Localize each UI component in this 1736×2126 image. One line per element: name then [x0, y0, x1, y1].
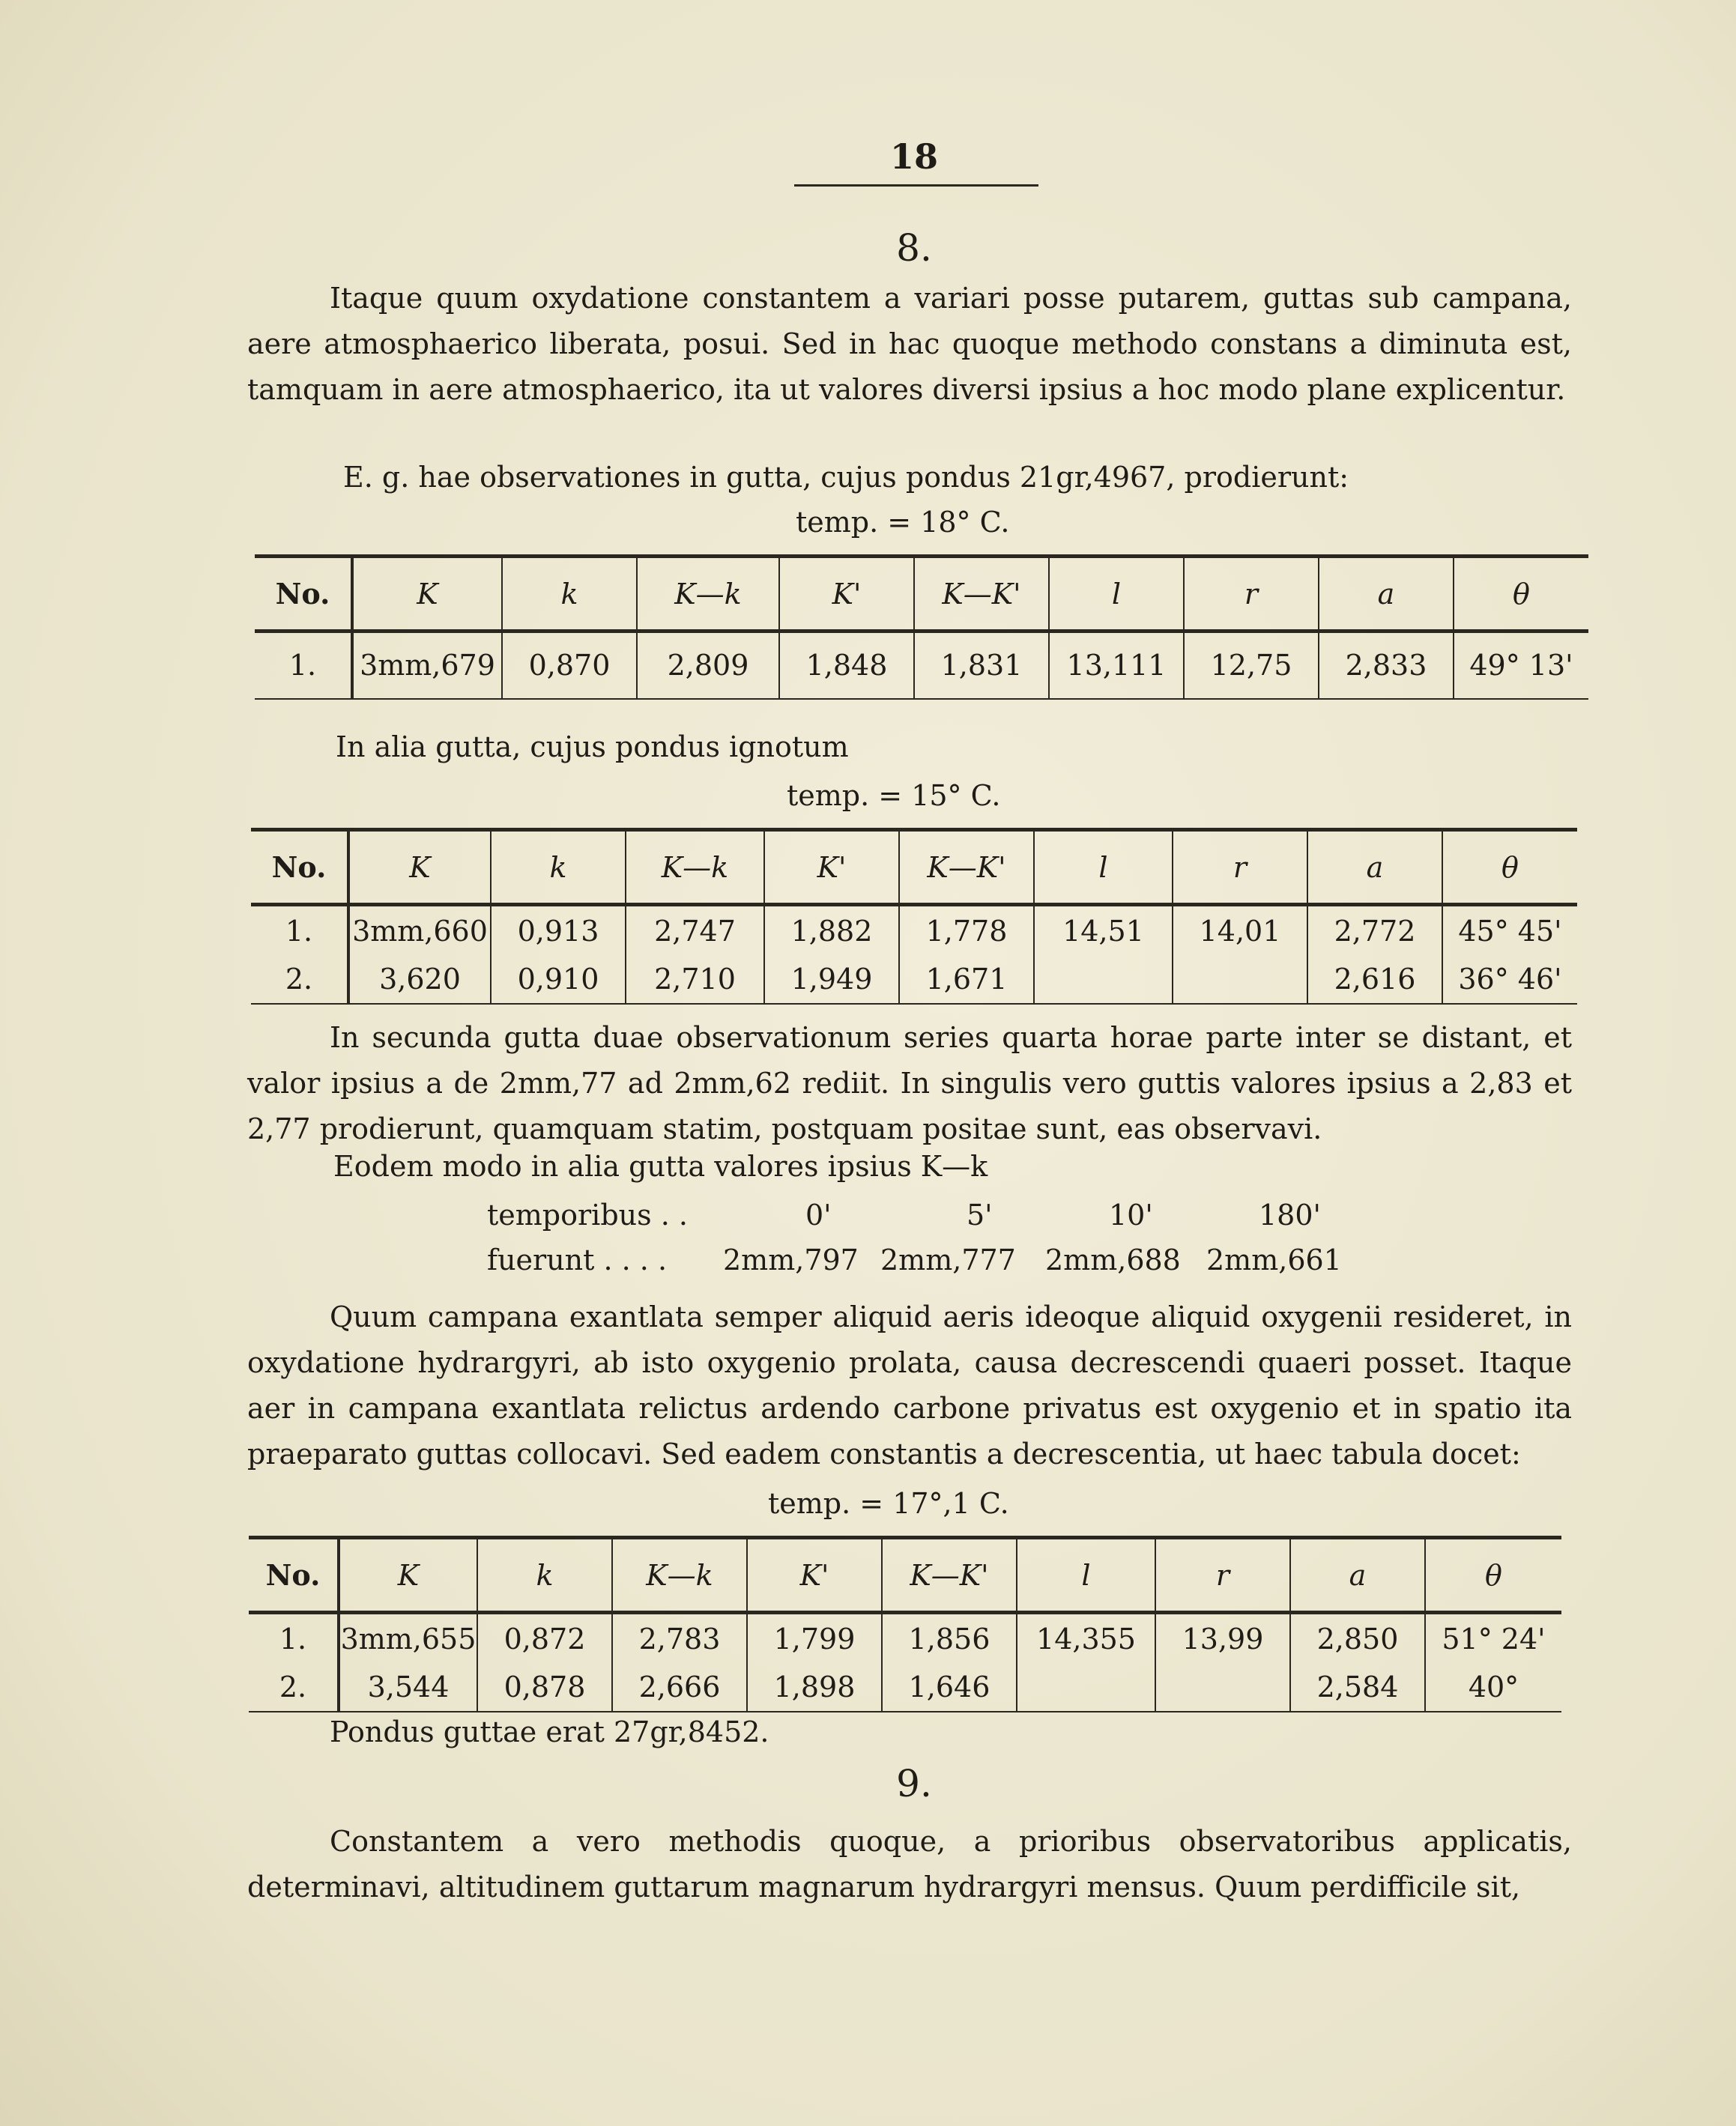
- col-K: K: [348, 830, 491, 905]
- paragraph-constantem: [247, 1819, 1572, 1910]
- observation-table-3: [249, 1536, 1561, 1712]
- table-cell: 2,747: [626, 905, 764, 956]
- col-r: r: [1184, 557, 1319, 632]
- col-no: No.: [255, 557, 352, 632]
- table-cell: 49° 13': [1454, 632, 1588, 699]
- col-K-minus-K-prime: K—K': [899, 830, 1034, 905]
- table-1-header: [255, 557, 1588, 632]
- col-K-prime: K': [779, 557, 914, 632]
- col-a: a: [1319, 557, 1454, 632]
- table-cell: 1,778: [899, 905, 1034, 956]
- table-cell: [1034, 956, 1173, 1004]
- col-no: No.: [249, 1538, 339, 1613]
- table-cell: 2,772: [1307, 905, 1442, 956]
- table-row: [251, 956, 1577, 1004]
- paragraph-campana: [247, 1294, 1572, 1477]
- table-cell: 1.: [279, 1622, 307, 1656]
- table-cell: 13,99: [1155, 1613, 1290, 1664]
- table-cell: 1,898: [747, 1664, 882, 1712]
- table-cell: 2,666: [612, 1664, 747, 1712]
- col-r: r: [1173, 830, 1307, 905]
- table-cell: [1155, 1664, 1290, 1712]
- table-cell: 1.: [255, 632, 352, 699]
- table-cell: 2,616: [1307, 956, 1442, 1004]
- table-cell: 45° 45': [1442, 905, 1577, 956]
- temporibus-value: 10': [1109, 1199, 1153, 1232]
- table-cell: 0,870: [502, 632, 637, 699]
- table-cell: [1173, 956, 1307, 1004]
- table-cell: 2.: [251, 956, 348, 1004]
- table-cell: 13,111: [1049, 632, 1184, 699]
- section-heading-8: 8.: [896, 226, 932, 270]
- col-theta: θ: [1442, 830, 1577, 905]
- observation-table-1: [255, 554, 1588, 700]
- table-cell: 1,882: [764, 905, 899, 956]
- table-cell: 2,584: [1290, 1664, 1425, 1712]
- table-cell: 12,75: [1184, 632, 1319, 699]
- col-K: K: [339, 1538, 477, 1613]
- table-cell: 3mm,679: [352, 632, 502, 699]
- fuerunt-value: 2mm,777: [880, 1244, 1016, 1276]
- table-cell: 3mm,655: [339, 1613, 477, 1664]
- table-cell: 2.: [249, 1664, 339, 1712]
- alia-gutta-line: In alia gutta, cujus pondus ignotum: [336, 730, 849, 763]
- col-theta: θ: [1454, 557, 1588, 632]
- paragraph-oxydatione: [247, 276, 1572, 413]
- col-theta: θ: [1425, 1538, 1561, 1613]
- col-K-minus-k: K—k: [612, 1538, 747, 1613]
- paragraph-constantem-text: Constantem a vero methodis quoque, a prioribus observatoribus applicatis, determinavi, altitudinem guttarum magnarum hydrargyri mensus. Quum perdifficile sit,: [247, 1825, 1572, 1904]
- page-number-rule: [794, 184, 1038, 187]
- table-cell: 3mm,660: [348, 905, 491, 956]
- temperature-3: temp. = 17°,1 C.: [768, 1487, 1009, 1520]
- temporibus-value: 5': [967, 1199, 993, 1232]
- table-row: [251, 905, 1577, 956]
- table-cell: 0,872: [477, 1613, 612, 1664]
- table-cell: 14,51: [1034, 905, 1173, 956]
- col-K: K: [352, 557, 502, 632]
- col-k: k: [502, 557, 637, 632]
- table-cell: 3,544: [339, 1664, 477, 1712]
- paragraph-oxydatione-text: Itaque quum oxydatione constantem a variari posse putarem, guttas sub campana, aere atmosphaerico liberata, posui. Sed in hac quoque methodo constans a diminuta est, tamquam in aere atmosphaerico, ita ut valores diversi ipsius a hoc modo plane explicentur.: [247, 282, 1572, 406]
- table-cell: 0,910: [491, 956, 626, 1004]
- table-cell: 2,833: [1319, 632, 1454, 699]
- table-cell: 14,355: [1017, 1613, 1155, 1664]
- paragraph-secunda: [247, 1015, 1572, 1152]
- col-K-minus-k: K—k: [637, 557, 779, 632]
- table-cell: 36° 46': [1442, 956, 1577, 1004]
- table-row: [255, 632, 1588, 699]
- table-cell: 3,620: [348, 956, 491, 1004]
- col-K-minus-K-prime: K—K': [914, 557, 1049, 632]
- temperature-2: temp. = 15° C.: [787, 779, 1001, 812]
- temporibus-value: 180': [1259, 1199, 1321, 1232]
- table-cell: 40°: [1425, 1664, 1561, 1712]
- table-row: [249, 1664, 1561, 1712]
- col-l: l: [1034, 830, 1173, 905]
- table-cell: 2,783: [612, 1613, 747, 1664]
- fuerunt-value: 2mm,688: [1045, 1244, 1181, 1276]
- table-cell: 51° 24': [1425, 1613, 1561, 1664]
- col-K-minus-K-prime: K—K': [882, 1538, 1017, 1613]
- observation-table-2: [251, 828, 1577, 1005]
- table-cell: 1,856: [882, 1613, 1017, 1664]
- fuerunt-label: fuerunt . . . .: [487, 1244, 668, 1276]
- col-l: l: [1017, 1538, 1155, 1613]
- col-K-prime: K': [764, 830, 899, 905]
- table-row: [249, 1613, 1561, 1664]
- table-cell: 2,710: [626, 956, 764, 1004]
- fuerunt-value: 2mm,797: [723, 1244, 859, 1276]
- table-cell: 14,01: [1173, 905, 1307, 956]
- col-k: k: [491, 830, 626, 905]
- section-heading-9: 9.: [896, 1762, 932, 1805]
- temperature-1: temp. = 18° C.: [796, 506, 1010, 539]
- pondus-line: Pondus guttae erat 27gr,8452.: [330, 1715, 769, 1748]
- table-cell: 1,799: [747, 1613, 882, 1664]
- page-number: 18: [889, 136, 938, 177]
- table-cell: 1,848: [779, 632, 914, 699]
- table-cell: 2,850: [1290, 1613, 1425, 1664]
- table-cell: [1017, 1664, 1155, 1712]
- col-k: k: [477, 1538, 612, 1613]
- table-cell: 0,913: [491, 905, 626, 956]
- table-cell: 1,671: [899, 956, 1034, 1004]
- example-intro-line: E. g. hae observationes in gutta, cujus pondus 21gr,4967, prodierunt:: [343, 461, 1349, 494]
- table-2-header: [251, 830, 1577, 905]
- table-cell: 0,878: [477, 1664, 612, 1712]
- temporibus-value: 0': [805, 1199, 832, 1232]
- paragraph-campana-text: Quum campana exantlata semper aliquid aeris ideoque aliquid oxygenii resideret, in oxydatione hydrargyri, ab isto oxygenio prolata, causa decrescendi quaeri posset. Itaque aer in campana exantlata relictus ardendo carbone privatus est oxygenio et in spatio ita praeparato guttas collocavi. Sed eadem constantis a decrescentia, ut haec tabula docet:: [247, 1300, 1572, 1471]
- table-cell: 2,809: [637, 632, 779, 699]
- table-cell: 1.: [285, 914, 313, 948]
- table-3-header: [249, 1538, 1561, 1613]
- col-K-prime: K': [747, 1538, 882, 1613]
- col-a: a: [1307, 830, 1442, 905]
- paragraph-secunda-text: In secunda gutta duae observationum series quarta horae parte inter se distant, et valor ipsius a de 2mm,77 ad 2mm,62 rediit. In singulis vero guttis valores ipsius a 2,83 et 2,77 prodierunt, quamquam statim, postquam positae sunt, eas observavi.: [247, 1021, 1572, 1145]
- col-a: a: [1290, 1538, 1425, 1613]
- fuerunt-value: 2mm,661: [1206, 1244, 1342, 1276]
- col-l: l: [1049, 557, 1184, 632]
- col-K-minus-k: K—k: [626, 830, 764, 905]
- table-cell: 1,831: [914, 632, 1049, 699]
- col-r: r: [1155, 1538, 1290, 1613]
- temporibus-label: temporibus . .: [487, 1199, 688, 1232]
- table-cell: 1,646: [882, 1664, 1017, 1712]
- col-no: No.: [251, 830, 348, 905]
- table-cell: 1,949: [764, 956, 899, 1004]
- eodem-line: Eodem modo in alia gutta valores ipsius K—k: [333, 1150, 988, 1183]
